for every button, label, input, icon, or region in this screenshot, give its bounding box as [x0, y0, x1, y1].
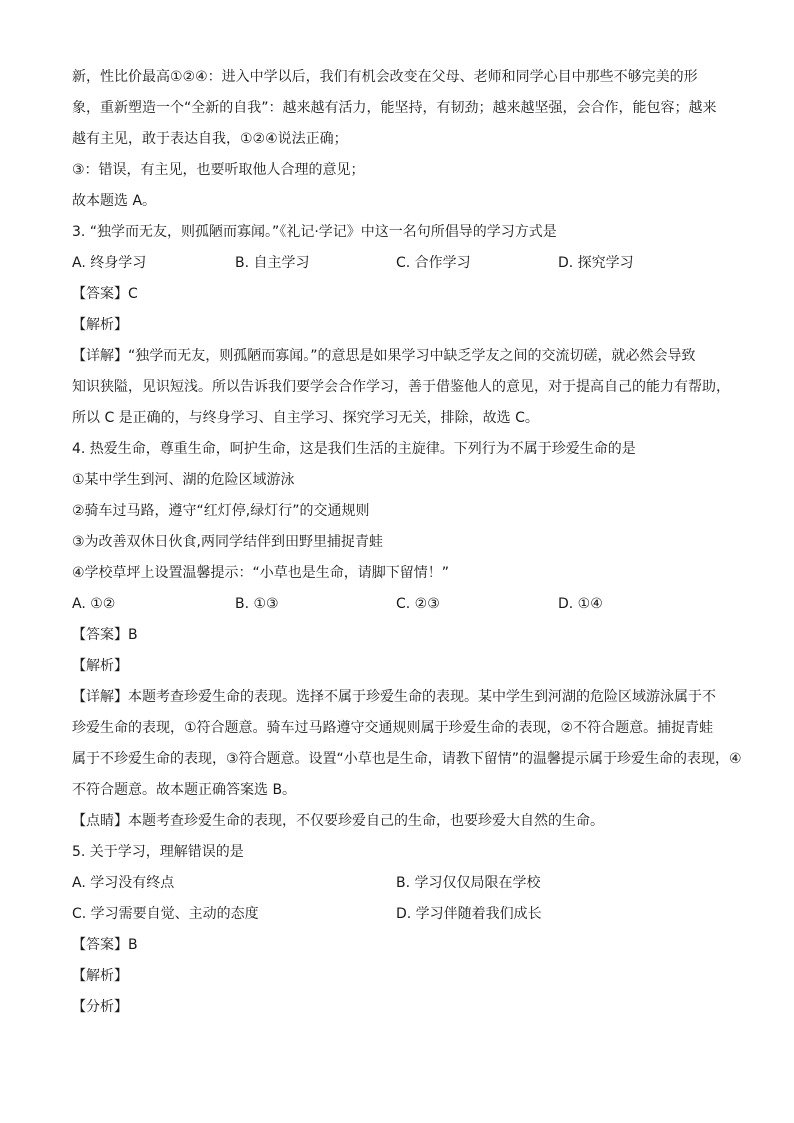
- q3-option-c: C. 合作学习: [396, 255, 471, 271]
- q5-answer: 【答案】B: [72, 937, 138, 953]
- q5-option-c: C. 学习需要自觉、主动的态度: [72, 906, 259, 922]
- q5-option-a: A. 学习没有终点: [72, 875, 175, 891]
- q3-answer: 【答案】C: [72, 286, 138, 302]
- q3-stem: 3. “独学而无友，则孤陋而寡闻。”《礼记·学记》中这一名句所倡导的学习方式是: [72, 224, 557, 240]
- q4-option-a: A. ①②: [72, 596, 116, 612]
- intro-line: 象，重新塑造一个“全新的自我”：越来越有活力，能坚持，有韧劲；越来越坚强，会合作，能包容；越来: [72, 100, 717, 116]
- q4-answer: 【答案】B: [72, 627, 138, 643]
- q5-options-row-2: [72, 899, 732, 930]
- q4-stem: 4. 热爱生命，尊重生命，呵护生命，这是我们生活的主旋律。下列行为不属于珍爱生命的是: [72, 441, 636, 457]
- q4-item: ③为改善双休日伙食,两同学结伴到田野里捕捉青蛙: [72, 534, 383, 550]
- intro-line: 故本题选 A。: [72, 193, 157, 209]
- q4-option-d: D. ①④: [558, 596, 603, 612]
- q4-detail-line: 不符合题意。故本题正确答案选 B。: [72, 782, 297, 798]
- q4-analysis-heading: 【解析】: [72, 658, 128, 674]
- q3-analysis-heading: 【解析】: [72, 317, 128, 333]
- q4-detail-line: 属于不珍爱生命的表现，③符合题意。设置“小草也是生命，请教下留情”的温馨提示属于珍爱生命的表现，④: [72, 751, 742, 767]
- q3-detail-line: 所以 C 是正确的，与终身学习、自主学习、探究学习无关，排除，故选 C。: [72, 410, 539, 426]
- q4-option-b: B. ①③: [235, 596, 279, 612]
- document-page: [72, 62, 742, 1023]
- q3-option-a: A. 终身学习: [72, 255, 147, 271]
- q3-options: [72, 248, 732, 279]
- q5-option-b: B. 学习仅仅局限在学校: [396, 875, 541, 891]
- q5-option-d: D. 学习伴随着我们成长: [396, 906, 542, 922]
- q4-options: [72, 589, 732, 620]
- q4-detail-line: 【详解】本题考查珍爱生命的表现。选择不属于珍爱生命的表现。某中学生到河湖的危险区域游泳属于不: [72, 689, 716, 705]
- q3-detail-line: 【详解】“独学而无友，则孤陋而寡闻。”的意思是如果学习中缺乏学友之间的交流切磋，就必然会导致: [72, 348, 696, 364]
- q4-detail-line: 珍爱生命的表现，①符合题意。骑车过马路遵守交通规则属于珍爱生命的表现，②不符合题意。捕捉青蛙: [72, 720, 714, 736]
- q4-item: ②骑车过马路，遵守“红灯停,绿灯行”的交通规则: [72, 503, 370, 519]
- intro-line: ③：错误，有主见，也要听取他人合理的意见；: [72, 162, 365, 178]
- q3-option-b: B. 自主学习: [235, 255, 310, 271]
- q4-item: ④学校草坪上设置温馨提示：“小草也是生命，请脚下留情！”: [72, 565, 450, 581]
- q5-options-row-1: [72, 868, 732, 899]
- q3-option-d: D. 探究学习: [558, 255, 634, 271]
- q4-tip: 【点睛】本题考查珍爱生命的表现，不仅要珍爱自己的生命，也要珍爱大自然的生命。: [72, 813, 604, 829]
- q5-analysis-heading: 【解析】: [72, 968, 128, 984]
- q3-detail-line: 知识狭隘，见识短浅。所以告诉我们要学会合作学习，善于借鉴他人的意见，对于提高自己的能力有帮助，: [72, 379, 730, 395]
- q4-option-c: C. ②③: [396, 596, 440, 612]
- q5-stem: 5. 关于学习，理解错误的是: [72, 844, 244, 860]
- q5-analyze-heading: 【分析】: [72, 999, 128, 1015]
- q4-item: ①某中学生到河、湖的危险区域游泳: [72, 472, 295, 488]
- intro-line: 新，性比价最高①②④：进入中学以后，我们有机会改变在父母、老师和同学心目中那些不够完美的形: [72, 69, 698, 85]
- intro-line: 越有主见，敢于表达自我，①②④说法正确；: [72, 131, 348, 147]
